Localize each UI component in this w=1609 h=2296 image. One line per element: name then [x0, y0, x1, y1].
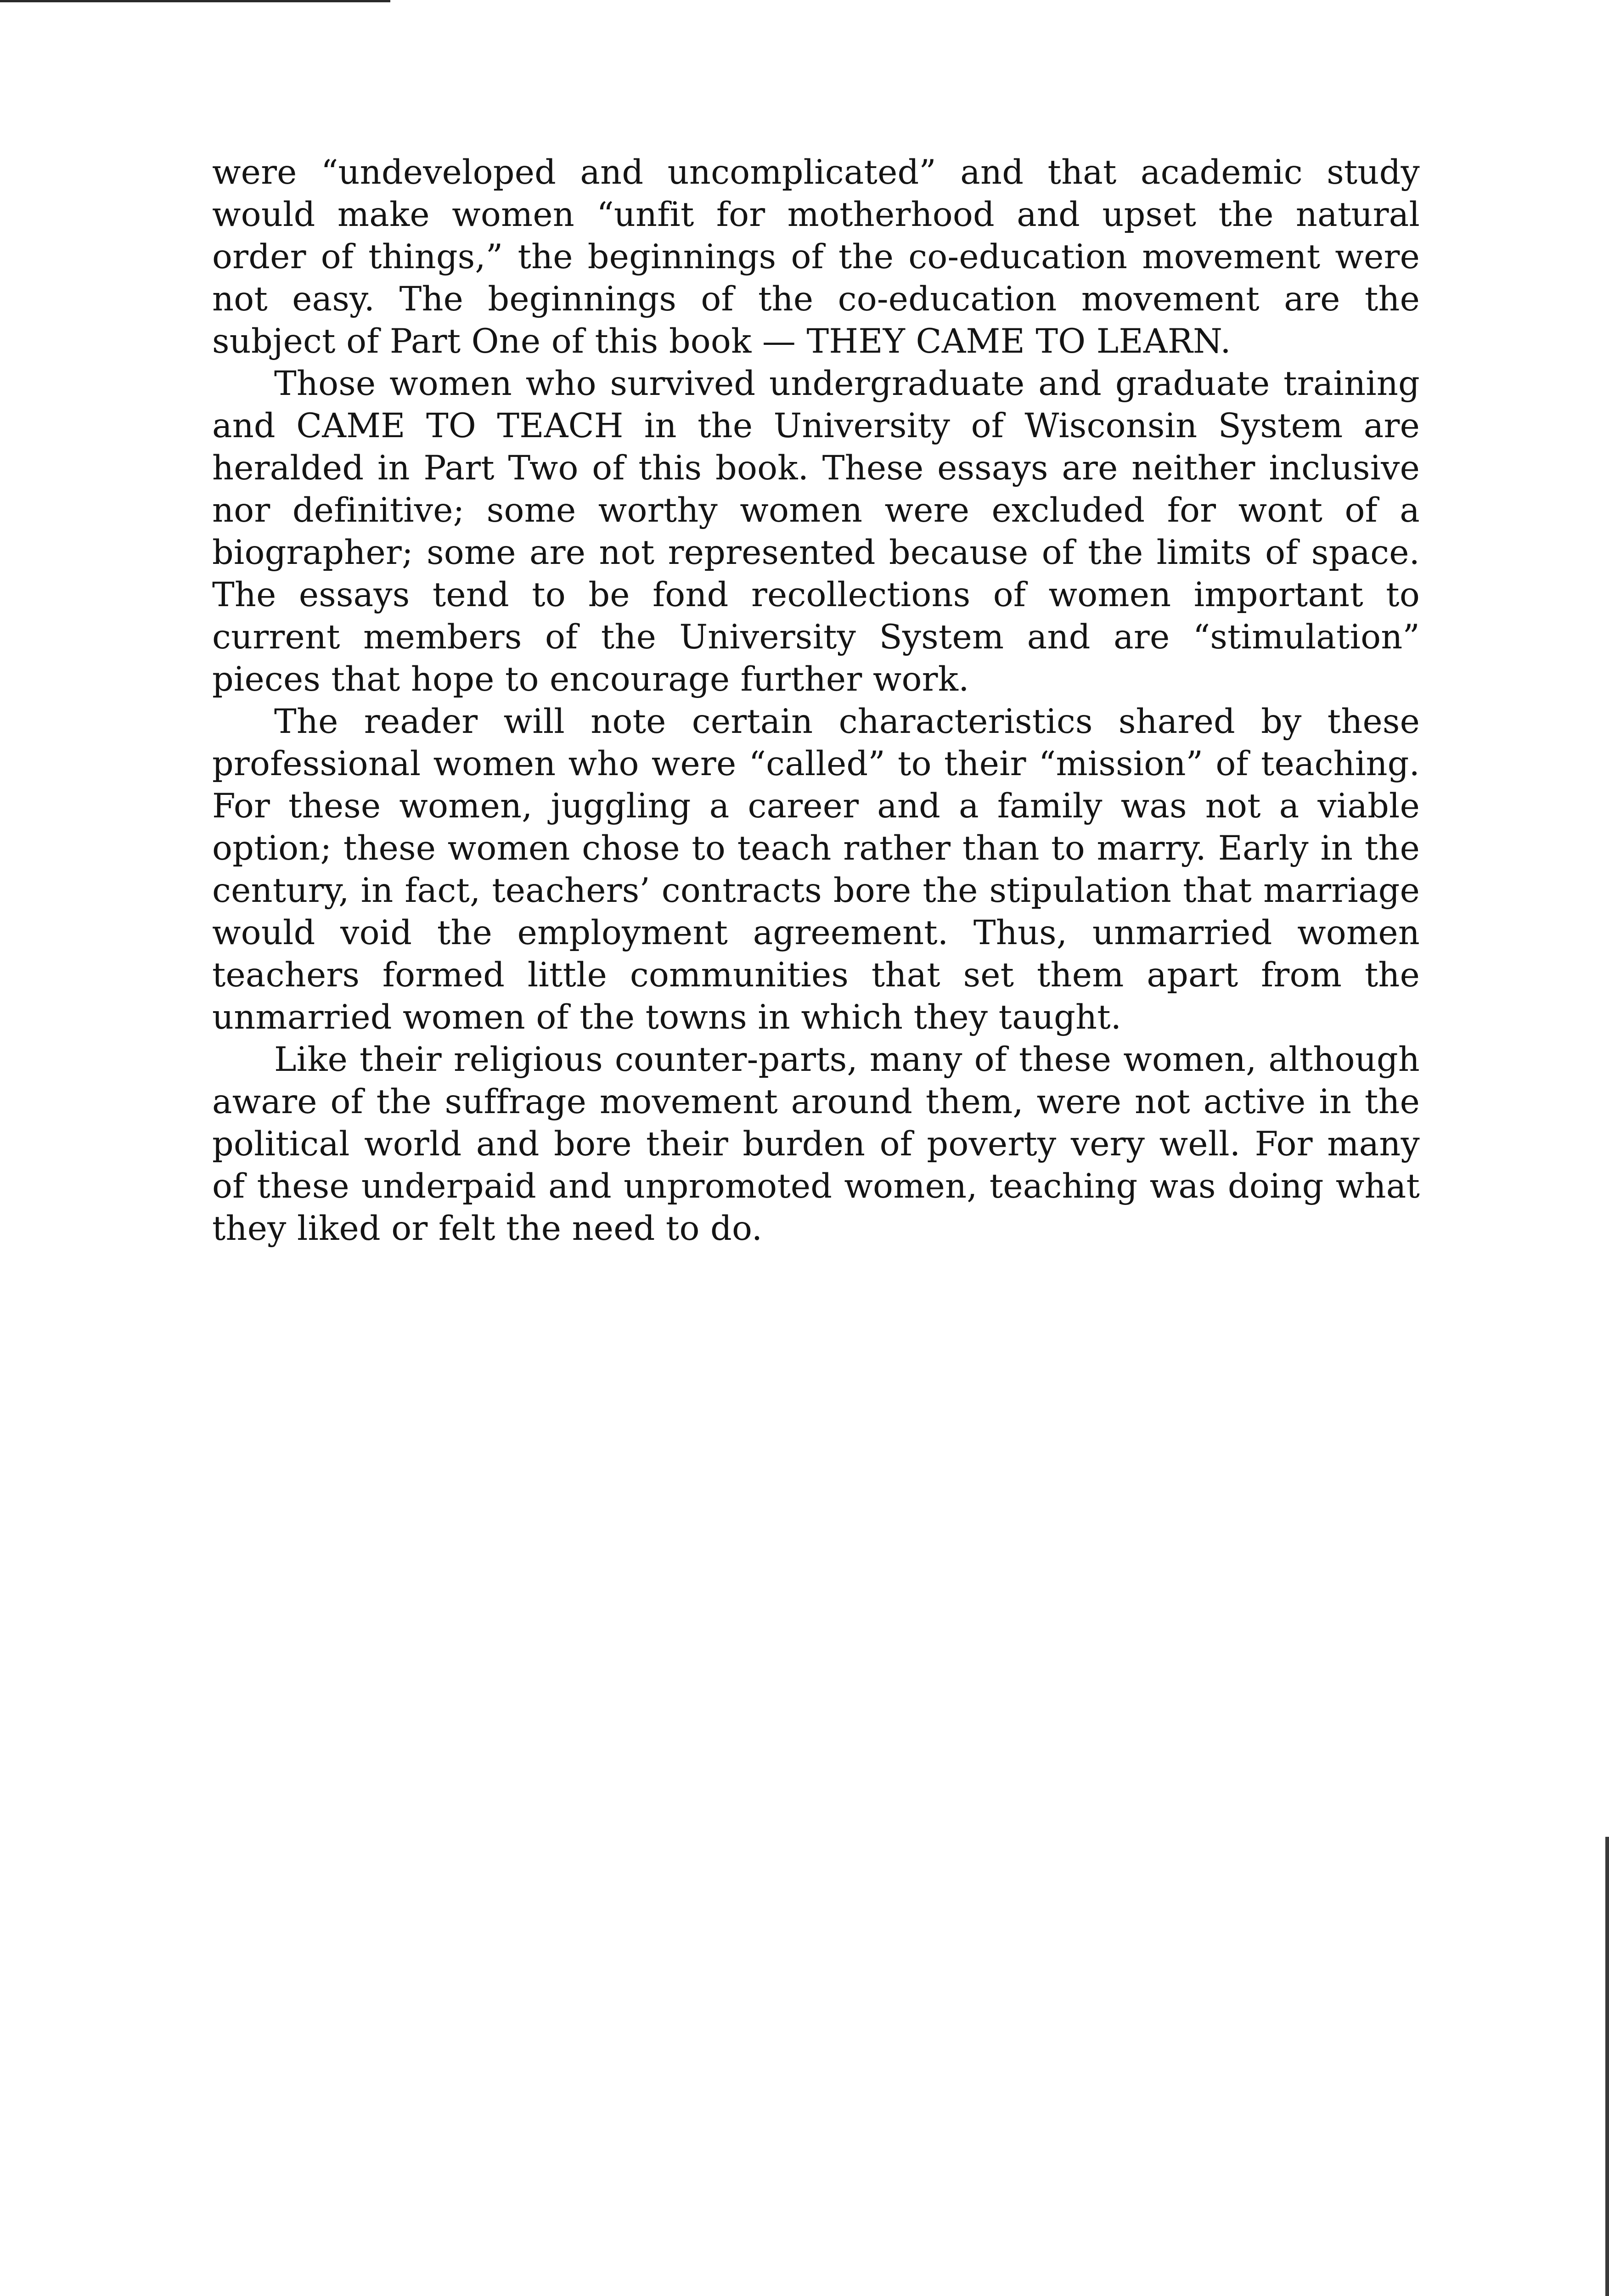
body-text	[212, 152, 1420, 1250]
paragraph-4: Like their religious counter-parts, many of these women, although aware of the suffrage movement around them, were not active in the political world and bore their burden of poverty very well. For many of these underpaid and unpromoted women, teaching was doing what they liked or felt the need to do.	[212, 1040, 1420, 1248]
top-edge-rule	[0, 0, 390, 2]
scan-edge-shadow	[1605, 1837, 1609, 2296]
paragraph-2: Those women who survived undergraduate and graduate training and CAME TO TEACH in the University of Wisconsin System are heralded in Part Two of this book. These essays are neither inclusive nor definitive; some worthy women were excluded for wont of a biographer; some are not represented because of the limits of space. The essays tend to be fond recollections of women important to current members of the University System and are “stimulation” pieces that hope to encourage further work.	[212, 364, 1420, 699]
paragraph-1: were “undeveloped and uncomplicated” and that academic study would make women “unfit for motherhood and upset the natural order of things,” the beginnings of the co-education movement were not easy. The beginnings of the co-education movement are the subject of Part One of this book — THEY CAME TO LEARN.	[212, 153, 1420, 361]
paragraph-3: The reader will note certain characteristics shared by these professional women who were “called” to their “mission” of teaching. For these women, juggling a career and a family was not a viable option; these women chose to teach rather than to marry. Early in the century, in fact, teachers’ contracts bore the stipulation that marriage would void the employment agreement. Thus, unmarried women teachers formed little communities that set them apart from the unmarried women of the towns in which they taught.	[212, 702, 1420, 1037]
